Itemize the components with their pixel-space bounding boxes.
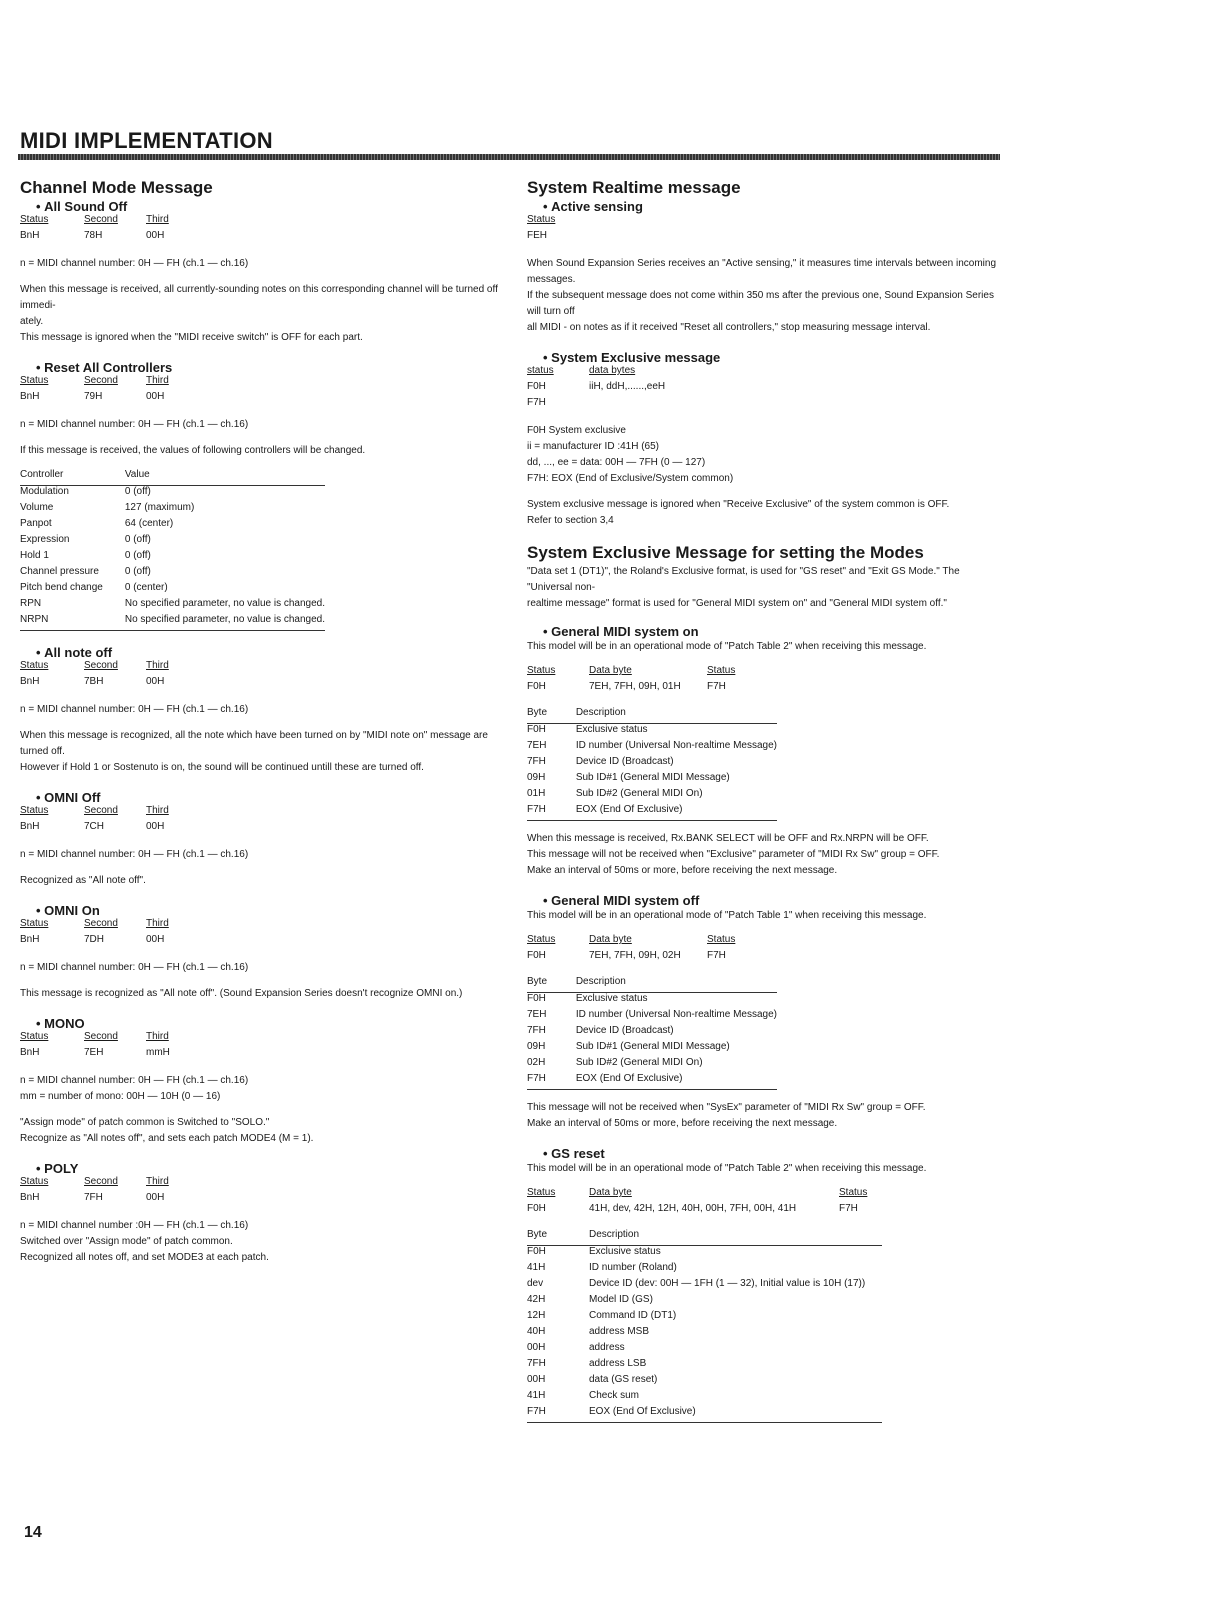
table-row: RPN No specified parameter, no value is changed. [20, 598, 325, 609]
table-row: 41H Check sum [527, 1390, 640, 1401]
text-line: Recognize as "All notes off", and sets each patch MODE4 (M = 1). [20, 1133, 314, 1144]
controller-values-table: Controller Value Modulation 0 (off) Volume 127 (maximum) Panpot 64 (center) Expression 0 (off) Hold 1 0 (off) Channel pressure 0 (off) Pitch bend change 0 (center) RPN No specified parameter, no value is changed. NRPN No specified parameter, no value is changed. [20, 469, 325, 631]
page-title: MIDI IMPLEMENTATION [20, 128, 273, 153]
table-row: 7EH ID number (Universal Non-realtime Message) [527, 1009, 777, 1020]
gm-off-table: Status Data byte Status F0H 7EH, 7FH, 09H, 02H F7H [527, 934, 736, 961]
gm-on-section [527, 624, 1007, 879]
text-line: When this message is received, all currently-sounding notes on this corresponding channel will be turned off immedi- [20, 284, 498, 311]
gs-reset-title: • GS reset [527, 1146, 1007, 1161]
omni-off-title: • OMNI Off [20, 790, 500, 805]
reset-all-controllers-title: • Reset All Controllers [20, 360, 500, 375]
text-line: This model will be in an operational mode of "Patch Table 1" when receiving this message. [527, 910, 927, 921]
table-row: dev Device ID (dev: 00H — 1FH (1 — 32), Initial value is 10H (17)) [527, 1278, 866, 1289]
text-line: "Assign mode" of patch common is Switched to "SOLO." [20, 1117, 270, 1128]
system-realtime-heading: System Realtime message [527, 178, 741, 197]
table-row: 01H Sub ID#2 (General MIDI On) [527, 788, 703, 799]
table-row: Volume 127 (maximum) [20, 502, 195, 513]
sysex-title: • System Exclusive message [527, 350, 1007, 365]
reset-all-controllers-table: Status Second Third BnH 79H 00H [20, 375, 169, 402]
all-note-off-table: Status Second Third BnH 7BH 00H [20, 660, 169, 687]
text-line: "Data set 1 (DT1)", the Roland's Exclusive format, is used for "GS reset" and "Exit GS Mode." The "Universal non- [527, 566, 960, 593]
text-line: Recognized all notes off, and set MODE3 at each patch. [20, 1252, 269, 1263]
gm-on-title: • General MIDI system on [527, 624, 1007, 639]
gm-off-section [527, 893, 1007, 1132]
table-row: Panpot 64 (center) [20, 518, 174, 529]
gs-reset-section [527, 1146, 1007, 1423]
table-row: 7FH Device ID (Broadcast) [527, 1025, 674, 1036]
table-row: F7H EOX (End Of Exclusive) [527, 1073, 777, 1090]
text-line: This message will not be received when "Exclusive" parameter of "MIDI Rx Sw" group = OFF. [527, 849, 940, 860]
text-line: n = MIDI channel number: 0H — FH (ch.1 — ch.16) [20, 704, 249, 715]
table-row: NRPN No specified parameter, no value is changed. [20, 614, 325, 631]
all-note-off-title: • All note off [20, 645, 500, 660]
table-row: F0H Exclusive status [527, 724, 648, 735]
table-row: 7EH ID number (Universal Non-realtime Message) [527, 740, 777, 751]
omni-on-table: Status Second Third BnH 7DH 00H [20, 918, 169, 945]
right-column [527, 178, 1007, 1437]
table-row: 7FH address LSB [527, 1358, 647, 1369]
poly-table: Status Second Third BnH 7FH 00H [20, 1176, 169, 1203]
text-line: realtime message" format is used for "General MIDI system on" and "General MIDI system off." [527, 598, 947, 609]
text-line: ately. [20, 316, 44, 327]
text-line: This model will be in an operational mode of "Patch Table 2" when receiving this message. [527, 641, 927, 652]
omni-off-table: Status Second Third BnH 7CH 00H [20, 805, 169, 832]
table-row: F7H EOX (End Of Exclusive) [527, 804, 777, 821]
page-number: 14 [24, 1524, 42, 1541]
text-line: This message will not be received when "SysEx" parameter of "MIDI Rx Sw" group = OFF. [527, 1102, 926, 1113]
poly-title: • POLY [20, 1161, 500, 1176]
table-row: 7FH Device ID (Broadcast) [527, 756, 674, 767]
text-line: ii = manufacturer ID :41H (65) [527, 441, 659, 452]
text-line: n = MIDI channel number: 0H — FH (ch.1 — ch.16) [20, 1075, 249, 1086]
omni-on-title: • OMNI On [20, 903, 500, 918]
channel-mode-heading: Channel Mode Message [20, 178, 213, 197]
gm-on-byte-table: Byte Description F0H Exclusive status 7EH ID number (Universal Non-realtime Message) 7FH Device ID (Broadcast) 09H Sub ID#1 (General MIDI Message) 01H Sub ID#2 (General MIDI On) F7H EOX (End Of Exclusive) [527, 707, 777, 821]
text-line: Switched over "Assign mode" of patch common. [20, 1236, 233, 1247]
table-row: Pitch bend change 0 (center) [20, 582, 168, 593]
omni-on-section [20, 903, 500, 1002]
table-row: Expression 0 (off) [20, 534, 151, 545]
mono-table: Status Second Third BnH 7EH mmH [20, 1031, 170, 1058]
text-line: F7H: EOX (End of Exclusive/System common) [527, 473, 734, 484]
text-line: Refer to section 3,4 [527, 515, 614, 526]
omni-off-section [20, 790, 500, 889]
table-row: 00H data (GS reset) [527, 1374, 658, 1385]
table-row: Modulation 0 (off) [20, 486, 151, 497]
text-line: mm = number of mono: 00H — 10H (0 — 16) [20, 1091, 221, 1102]
table-row: F7H EOX (End Of Exclusive) [527, 1406, 882, 1423]
sysex-modes-heading: System Exclusive Message for setting the Modes [527, 543, 924, 562]
text-line: all MIDI - on notes as if it received "Reset all controllers," stop measuring message interval. [527, 322, 931, 333]
text-line: n = MIDI channel number: 0H — FH (ch.1 — ch.16) [20, 849, 249, 860]
text-line: F0H System exclusive [527, 425, 626, 436]
table-row: 09H Sub ID#1 (General MIDI Message) [527, 1041, 730, 1052]
text-line: n = MIDI channel number: 0H — FH (ch.1 — ch.16) [20, 419, 249, 430]
text-line: Recognized as "All note off". [20, 875, 146, 886]
table-row: 12H Command ID (DT1) [527, 1310, 677, 1321]
text-line: When this message is recognized, all the note which have been turned on by "MIDI note on" message are turned off. [20, 730, 488, 757]
active-sensing-section [527, 199, 1007, 336]
reset-all-controllers-section [20, 360, 500, 631]
text-line: Make an interval of 50ms or more, before receiving the next message. [527, 865, 838, 876]
title-rule [18, 154, 1000, 160]
gm-off-byte-table: Byte Description F0H Exclusive status 7EH ID number (Universal Non-realtime Message) 7FH Device ID (Broadcast) 09H Sub ID#1 (General MIDI Message) 02H Sub ID#2 (General MIDI On) F7H EOX (End Of Exclusive) [527, 976, 777, 1090]
active-sensing-table: Status FEH [527, 214, 556, 241]
text-line: When this message is received, Rx.BANK SELECT will be OFF and Rx.NRPN will be OFF. [527, 833, 929, 844]
all-sound-off-section [20, 199, 500, 346]
text-line: System exclusive message is ignored when "Receive Exclusive" of the system common is OFF. [527, 499, 950, 510]
all-sound-off-title: • All Sound Off [20, 199, 500, 214]
sysex-section [527, 350, 1007, 529]
table-row: 40H address MSB [527, 1326, 650, 1337]
table-row: 02H Sub ID#2 (General MIDI On) [527, 1057, 703, 1068]
table-row: Channel pressure 0 (off) [20, 566, 151, 577]
table-row: 09H Sub ID#1 (General MIDI Message) [527, 772, 730, 783]
table-row: Hold 1 0 (off) [20, 550, 151, 561]
text-line: When Sound Expansion Series receives an "Active sensing," it measures time intervals between incoming messages. [527, 258, 996, 285]
mono-section [20, 1016, 500, 1147]
all-note-off-section [20, 645, 500, 776]
gs-reset-byte-table: Byte Description F0H Exclusive status 41H ID number (Roland) dev Device ID (dev: 00H — 1FH (1 — 32), Initial value is 10H (17)) 42H Model ID (GS) 12H Command ID (DT1) 40H address MSB 00H address 7FH address LSB 00H data (GS reset) 41H Check sum F7H EOX (End Of Exclusive) [527, 1229, 882, 1423]
table-row: 41H ID number (Roland) [527, 1262, 677, 1273]
text-line: If the subsequent message does not come within 350 ms after the previous one, Sound Expansion Series will turn off [527, 290, 994, 317]
table-row: 42H Model ID (GS) [527, 1294, 653, 1305]
table-row: F0H Exclusive status [527, 1246, 661, 1257]
table-row: F0H Exclusive status [527, 993, 648, 1004]
gm-on-table: Status Data byte Status F0H 7EH, 7FH, 09H, 01H F7H [527, 665, 736, 692]
left-column [20, 178, 500, 1280]
active-sensing-title: • Active sensing [527, 199, 1007, 214]
sysex-table: status data bytes F0H iiH, ddH,......,eeH F7H [527, 365, 666, 408]
text-line: This message is ignored when the "MIDI receive switch" is OFF for each part. [20, 332, 363, 343]
text-line: This message is recognized as "All note off". (Sound Expansion Series doesn't recognize OMNI on.) [20, 988, 463, 999]
text-line: This model will be in an operational mode of "Patch Table 2" when receiving this message. [527, 1163, 927, 1174]
poly-section [20, 1161, 500, 1266]
all-sound-off-table: Status Second Third BnH 78H 00H [20, 214, 169, 241]
text-line: n = MIDI channel number :0H — FH (ch.1 — ch.16) [20, 1220, 249, 1231]
text-line: n = MIDI channel number: 0H — FH (ch.1 — ch.16) [20, 258, 249, 269]
gm-off-title: • General MIDI system off [527, 893, 1007, 908]
mono-title: • MONO [20, 1016, 500, 1031]
text-line: Make an interval of 50ms or more, before receiving the next message. [527, 1118, 838, 1129]
text-line: dd, ..., ee = data: 00H — 7FH (0 — 127) [527, 457, 706, 468]
table-row: 00H address [527, 1342, 625, 1353]
text-line: n = MIDI channel number: 0H — FH (ch.1 — ch.16) [20, 962, 249, 973]
text-line: However if Hold 1 or Sostenuto is on, the sound will be continued untill these are turned off. [20, 762, 424, 773]
text-line: If this message is received, the values of following controllers will be changed. [20, 445, 366, 456]
gs-reset-table: Status Data byte Status F0H 41H, dev, 42H, 12H, 40H, 00H, 7FH, 00H, 41H F7H [527, 1187, 868, 1214]
